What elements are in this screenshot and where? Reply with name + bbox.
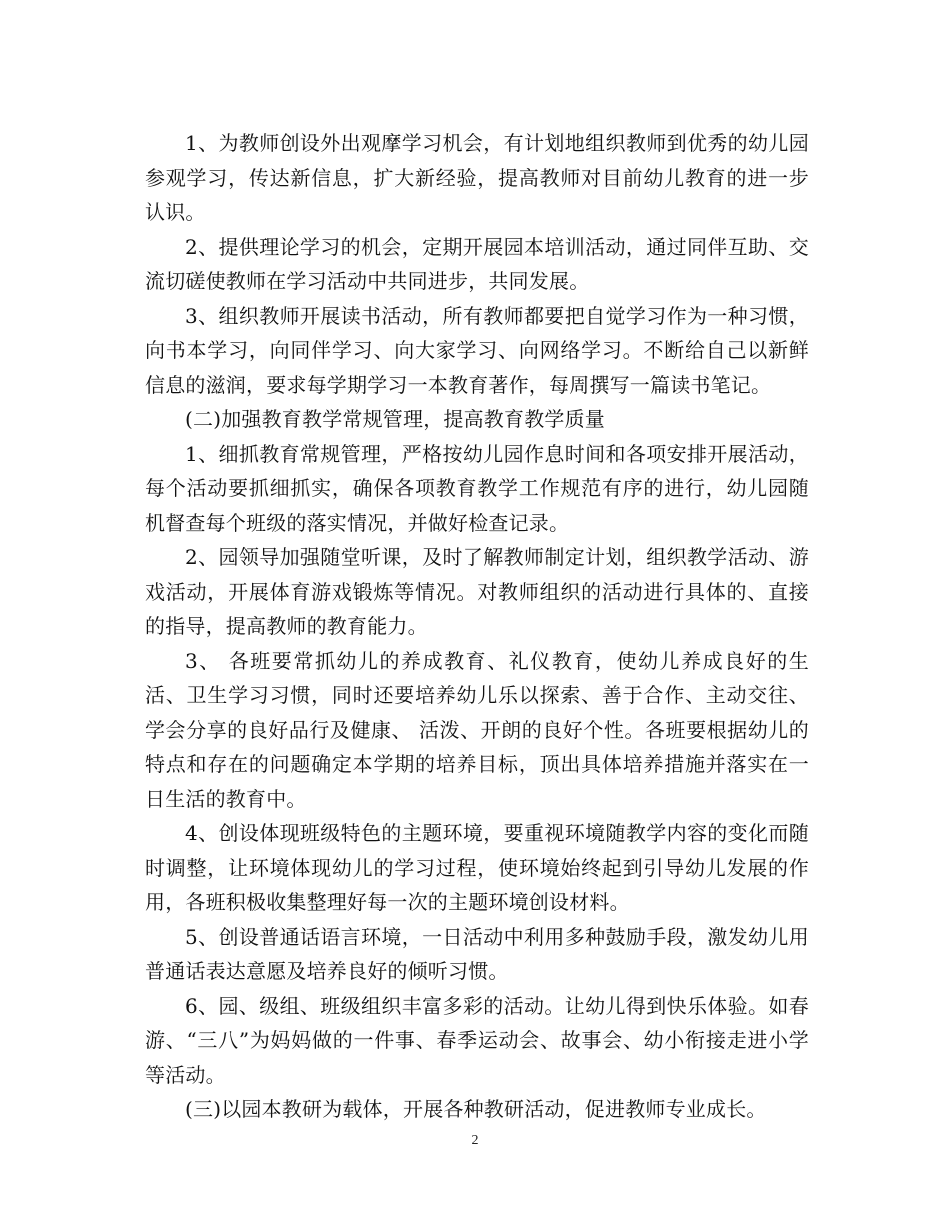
paragraph-habit-education: 3、 各班要常抓幼儿的养成教育、礼仪教育，使幼儿养成良好的生活、卫生学习习惯，同时还要培养幼儿乐以探索、善于合作、主动交往、学会分享的良好品行及健康、 活泼、开朗的良好个性。各班要根据幼儿的特点和存在的问题确定本学期的培养目标，顶出具体培养措施并落实在一日生活的教育中。 bbox=[145, 648, 809, 811]
paragraph-reading-activity: 3、组织教师开展读书活动，所有教师都要把自觉学习作为一种习惯，向书本学习，向同伴学习、向大家学习、向网络学习。不断给自己以新鲜信息的滋润，要求每学期学习一本教育著作，每周撰写一篇读书笔记。 bbox=[145, 303, 809, 397]
paragraph-activities: 6、园、级组、班级组织丰富多彩的活动。让幼儿得到快乐体验。如春游、“三八”为妈妈做的一件事、春季运动会、故事会、幼小衔接走进小学等活动。 bbox=[145, 993, 809, 1087]
paragraph-mandarin-environment: 5、创设普通话语言环境，一日活动中利用多种鼓励手段，激发幼儿用普通话表达意愿及培养良好的倾听习惯。 bbox=[145, 924, 809, 983]
paragraph-routine-management: 1、细抓教育常规管理，严格按幼儿园作息时间和各项安排开展活动，每个活动要抓细抓实，确保各项教育教学工作规范有序的进行，幼儿园随机督查每个班级的落实情况，并做好检查记录。 bbox=[145, 441, 809, 535]
paragraph-teacher-observation: 1、为教师创设外出观摩学习机会，有计划地组织教师到优秀的幼儿园参观学习，传达新信息，扩大新经验，提高教师对目前幼儿教育的进一步认识。 bbox=[145, 131, 809, 224]
paragraph-theory-study: 2、提供理论学习的机会，定期开展园本培训活动，通过同伴互助、交流切磋使教师在学习活动中共同进步，共同发展。 bbox=[145, 234, 809, 293]
section-heading-teaching-research: (三)以园本教研为载体，开展各种教研活动，促进教师专业成长。 bbox=[185, 1097, 767, 1121]
paragraph-class-observation: 2、园领导加强随堂听课，及时了解教师制定计划，组织教学活动、游戏活动，开展体育游戏锻炼等情况。对教师组织的活动进行具体的、直接的指导，提高教师的教育能力。 bbox=[145, 545, 809, 638]
paragraph-theme-environment: 4、创设体现班级特色的主题环境，要重视环境随教学内容的变化而随时调整，让环境体现幼儿的学习过程，使环境始终起到引导幼儿发展的作用，各班积极收集整理好每一次的主题环境创设材料。 bbox=[145, 821, 809, 914]
page-number: 2 bbox=[471, 1133, 479, 1148]
section-heading-teaching-management: (二)加强教育教学常规管理，提高教育教学质量 bbox=[185, 407, 606, 431]
document-body bbox=[145, 126, 809, 1127]
